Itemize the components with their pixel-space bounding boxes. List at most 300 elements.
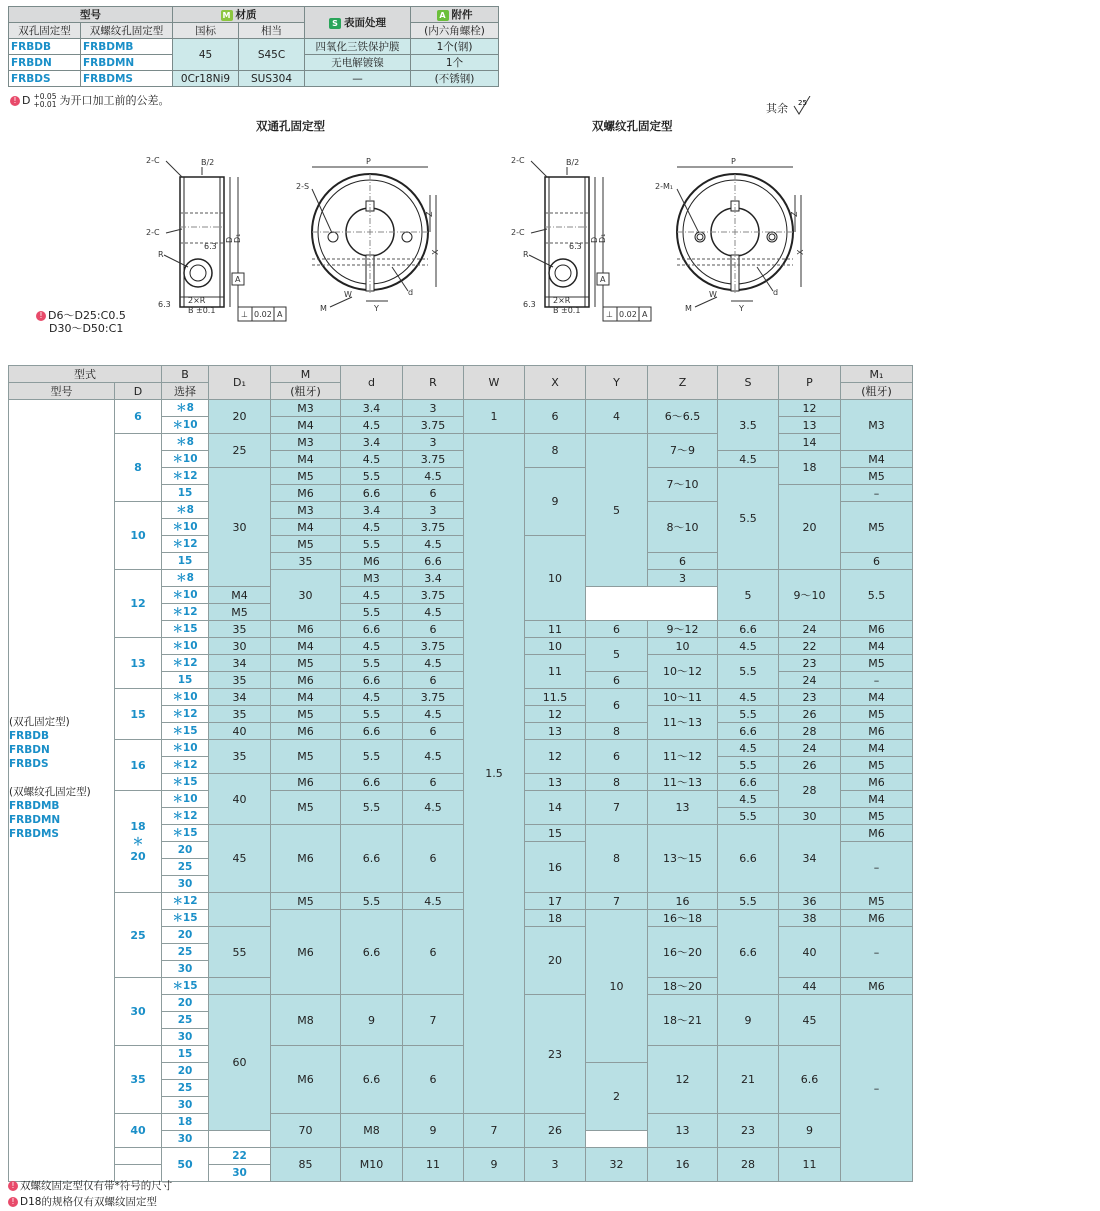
svg-text:D₁: D₁ [598,233,607,243]
table-cell: M5 [271,893,341,910]
table-cell: 13 [779,417,841,434]
table-cell: 10 [525,638,586,655]
table-cell: 12 [525,706,586,723]
table-cell: 28 [718,1148,779,1182]
table-cell: M8 [271,995,341,1046]
table-cell: – [841,672,913,689]
svg-text:2-M₁: 2-M₁ [655,182,674,191]
p-header: P [779,366,841,400]
table-cell: M5 [841,893,913,910]
table-cell: 12 [779,400,841,417]
table-cell: 35 [209,740,271,774]
table-cell: M3 [271,502,341,519]
table-cell: 4.5 [403,468,464,485]
svg-text:2-C: 2-C [146,156,160,165]
table-cell: 10 [115,502,162,570]
equivalent-value: S45C [239,39,305,71]
table-cell: M5 [271,791,341,825]
table-cell: ＊10 [162,587,209,604]
table-cell: 8 [115,434,162,502]
table-cell: 7 [586,791,648,825]
table-cell: M4 [209,587,271,604]
table-cell: 9 [341,995,403,1046]
table-cell: 3.4 [341,434,403,451]
table-cell: 35 [115,1046,162,1114]
table-cell: 5.5 [341,706,403,723]
table-cell: 4.5 [403,536,464,553]
table-cell: M4 [841,791,913,808]
table-cell: ＊15 [162,774,209,791]
table-cell: 6 [586,740,648,774]
table-cell: 3.75 [403,689,464,706]
table-cell: 20 [209,400,271,434]
table-cell: 4.5 [341,417,403,434]
svg-text:±0.1: ±0.1 [196,306,216,315]
table-cell: ＊12 [162,468,209,485]
table-cell: 6 [403,485,464,502]
table-cell: 34 [209,655,271,672]
table-cell: 38 [779,910,841,927]
table-cell: 20 [162,995,209,1012]
table-cell: M4 [841,740,913,757]
table-cell: 24 [779,621,841,638]
table-cell: M3 [341,570,403,587]
table-cell: M6 [271,774,341,791]
table-cell: 4.5 [403,791,464,825]
table-cell: 30 [209,1165,271,1182]
table-cell: 25 [162,859,209,876]
table-cell: 14 [779,434,841,451]
table-cell: 18 [525,910,586,927]
table-cell: 5.5 [341,604,403,621]
svg-text:A: A [277,310,283,319]
table-cell: 26 [779,757,841,774]
table-cell: 15 [525,825,586,842]
svg-text:0.02: 0.02 [254,310,272,319]
table-cell: 6 [403,910,464,995]
table-cell: 3 [403,400,464,417]
table-cell: M10 [341,1148,403,1182]
svg-text:d: d [408,288,414,297]
svg-text:B/2: B/2 [566,158,580,167]
table-cell: 5.5 [841,570,913,621]
table-cell: 40 [209,723,271,740]
table-cell: 26 [779,706,841,723]
table-cell: 18～20 [648,978,718,995]
table-cell: 5.5 [718,706,779,723]
table-cell: 7～9 [648,434,718,468]
table-cell: 16～18 [648,910,718,927]
table-cell: M6 [271,621,341,638]
material-header: M 材质 [173,7,305,23]
chamfer-note: ! D6～D25:C0.5 D30～D50:C1 [36,309,126,335]
table-cell: 11～13 [648,706,718,740]
table-cell: 18 [779,451,841,485]
table-cell: 35 [209,672,271,689]
table-cell: 6.6 [341,910,403,995]
table-cell: 11 [525,621,586,638]
table-cell: 25 [209,434,271,468]
table-cell: 1 [464,400,525,434]
table-cell: ＊8 [162,434,209,451]
table-cell: 12 [525,740,586,774]
table-cell: ＊15 [162,978,209,995]
table-cell: M6 [841,825,913,842]
table-cell: M5 [271,655,341,672]
table-cell: 14 [525,791,586,825]
table-cell: 6.6 [341,672,403,689]
table-cell: 5.5 [718,808,779,825]
front-view [655,157,805,313]
svg-text:6.3: 6.3 [523,300,536,309]
table-cell: 55 [209,927,271,978]
table-cell: 45 [779,995,841,1046]
table-cell: M6 [841,978,913,995]
table-cell: 8 [586,825,648,893]
table-cell: 3 [403,502,464,519]
model-header: 型号 [9,7,173,23]
table-cell: M6 [271,910,341,995]
svg-text:D: D [590,236,599,243]
svg-text:Y: Y [739,304,744,313]
table-cell: 22 [779,638,841,655]
table-cell: ＊15 [162,723,209,740]
table-cell: 85 [271,1148,341,1182]
d-header: D [115,383,162,400]
table-cell: 6 [403,774,464,791]
surface-header: S 表面处理 [305,7,411,39]
table-cell: ＊12 [162,536,209,553]
surface-value: — [305,71,411,87]
table-cell: – [841,927,913,978]
table-cell: 30 [162,876,209,893]
table-cell: ＊10 [162,451,209,468]
svg-text:Z: Z [425,211,434,217]
svg-text:25: 25 [797,99,807,107]
table-cell: ＊10 [162,417,209,434]
svg-text:Y: Y [374,304,379,313]
svg-text:⊥: ⊥ [241,310,248,319]
table-cell: 10 [586,910,648,1063]
table-cell: ＊10 [162,791,209,808]
table-cell: M6 [271,825,341,893]
table-cell: 30 [162,1097,209,1114]
table-cell: 23 [525,995,586,1114]
table-cell: 20 [162,1063,209,1080]
table-cell: 3.5 [718,400,779,451]
table-cell: 3.75 [403,638,464,655]
footnote-1: ! 双螺纹固定型仅有带*符号的尺寸 [8,1178,172,1193]
table-cell: M4 [841,451,913,468]
table-cell: M5 [841,655,913,672]
table-cell: 4.5 [341,519,403,536]
svg-text:Z: Z [790,211,799,217]
table-cell: 6～6.5 [648,400,718,434]
table-cell: – [841,485,913,502]
accessory-sub-header: (内六角螺栓) [411,23,499,39]
table-cell: 6.6 [341,774,403,791]
svg-text:d: d [773,288,779,297]
table-cell: 6 [525,400,586,434]
table-cell: 6 [586,672,648,689]
y-header: Y [586,366,648,400]
drawing-title-right: 双螺纹孔固定型 [592,119,673,133]
model-code: FRBDN [9,55,81,71]
table-cell [209,978,271,995]
table-cell: 4.5 [341,638,403,655]
table-cell: M5 [271,740,341,774]
table-cell: M3 [841,400,913,451]
table-cell: ＊12 [162,893,209,910]
table-cell: 32 [586,1148,648,1182]
table-cell [115,1148,162,1165]
national-std-header: 国标 [173,23,239,39]
table-cell: 15 [162,485,209,502]
table-cell: ＊10 [162,638,209,655]
w-header: W [464,366,525,400]
table-cell: 18～21 [648,995,718,1046]
table-cell: M5 [209,604,271,621]
r-header: R [403,366,464,400]
table-cell: 60 [209,995,271,1131]
table-cell: 10～12 [648,655,718,689]
table-cell: 6.6 [718,825,779,893]
table-cell: 22 [209,1148,271,1165]
svg-text:X: X [431,249,440,255]
table-cell: 3.4 [403,570,464,587]
drawing-title-left: 双通孔固定型 [256,119,325,133]
two-thread-header: 双螺纹孔固定型 [81,23,173,39]
model-code: FRBDS [9,71,81,87]
table-cell: 6 [403,672,464,689]
table-cell: 7 [403,995,464,1046]
table-cell: 15 [115,689,162,740]
table-cell: 6 [403,1046,464,1114]
table-cell: 20 [525,927,586,995]
svg-text:⊥: ⊥ [606,310,613,319]
table-cell: M5 [841,468,913,485]
table-cell: 6.6 [718,621,779,638]
type-header: 型式 [9,366,162,383]
tolerance-note: ! D +0.05 +0.01 为开口加工前的公差。 [10,92,169,109]
table-cell: 6.6 [341,825,403,893]
table-cell: 10 [648,638,718,655]
table-cell: 50 [162,1148,209,1182]
table-cell: 4.5 [403,740,464,774]
b-header: B [162,366,209,383]
table-cell: 25 [162,1080,209,1097]
table-cell: 30 [115,978,162,1046]
table-cell: 10～11 [648,689,718,706]
svg-text:R: R [158,250,164,259]
surface-value: 四氧化三铁保护膜 [305,39,411,55]
table-cell: M4 [271,417,341,434]
table-cell: 5.5 [341,655,403,672]
warning-icon: ! [8,1197,18,1207]
m-sub-header: (粗牙) [271,383,341,400]
warning-icon: ! [8,1181,18,1191]
table-cell: 35 [271,553,341,570]
table-cell: 4.5 [341,587,403,604]
table-cell: M5 [841,706,913,723]
table-cell: 10 [525,536,586,621]
table-cell: 4.5 [718,740,779,757]
table-cell: 26 [525,1114,586,1148]
model-code: FRBDMN [81,55,173,71]
table-cell: 24 [779,740,841,757]
table-cell: 6.6 [341,621,403,638]
table-cell: ＊15 [162,825,209,842]
surface-value: 无电解镀镍 [305,55,411,71]
table-cell: 9 [718,995,779,1046]
svg-text:B/2: B/2 [201,158,215,167]
table-cell: 6 [115,400,162,434]
table-cell: 6 [403,825,464,893]
equivalent-value: SUS304 [239,71,305,87]
table-cell: M4 [271,451,341,468]
table-cell: 6 [648,553,718,570]
table-cell: 11 [403,1148,464,1182]
table-cell: 13 [115,638,162,689]
m1-sub-header: (粗牙) [841,383,913,400]
table-cell: 4.5 [718,689,779,706]
table-cell: 20 [162,842,209,859]
table-cell: 30 [271,570,341,621]
table-cell: 8 [586,774,648,791]
table-cell: 28 [779,774,841,808]
dimension-table [8,365,913,1182]
table-cell: 5 [586,638,648,672]
two-hole-header: 双孔固定型 [9,23,81,39]
table-cell: 16 [648,893,718,910]
table-cell: 16 [648,1148,718,1182]
table-cell: M6 [341,553,403,570]
table-cell: 13 [648,791,718,825]
table-cell: 9 [403,1114,464,1148]
table-cell: 16 [525,842,586,893]
table-cell: M6 [841,723,913,740]
svg-text:R: R [523,250,529,259]
table-cell: 3 [648,570,718,587]
svg-text:2-C: 2-C [146,228,160,237]
b-sub-header: 选择 [162,383,209,400]
table-cell: ＊12 [162,808,209,825]
material-icon: M [221,10,233,21]
svg-text:M: M [320,304,327,313]
table-cell: 13 [648,1114,718,1148]
table-cell: 45 [209,825,271,893]
svg-text:2×R: 2×R [553,296,571,305]
table-cell: 4.5 [403,655,464,672]
table-cell: 11～13 [648,774,718,791]
drawing-two-thread [495,145,825,330]
table-cell: 34 [209,689,271,706]
svg-text:B: B [553,306,559,315]
table-cell: 9 [525,468,586,536]
table-cell: 5 [718,570,779,621]
table-cell: 5.5 [718,757,779,774]
table-cell: 9 [464,1148,525,1182]
svg-text:D: D [225,236,234,243]
table-cell: 30 [209,468,271,587]
table-cell: M3 [271,400,341,417]
table-cell: 20 [162,927,209,944]
table-cell: M6 [841,621,913,638]
table-cell: 6.6 [718,723,779,740]
svg-text:P: P [366,157,371,166]
table-cell: 13 [525,723,586,740]
table-cell: 17 [525,893,586,910]
table-cell: 5.5 [341,740,403,774]
table-cell: 11～12 [648,740,718,774]
model-code: FRBDB [9,39,81,55]
table-cell: ＊10 [162,519,209,536]
table-cell: 9～10 [779,570,841,621]
table-cell: 6.6 [341,1046,403,1114]
table-cell: M5 [841,502,913,553]
table-cell: 8 [586,723,648,740]
table-cell: 3.4 [341,400,403,417]
table-cell: 25 [162,1012,209,1029]
table-cell: 12 [115,570,162,638]
table-cell: 4 [586,400,648,434]
table-cell: M5 [841,808,913,825]
table-cell: 3.4 [341,502,403,519]
table-cell: M6 [271,723,341,740]
table-cell: 11.5 [525,689,586,706]
table-cell: 6.6 [341,485,403,502]
roughness-note: 其余 25 [766,96,814,116]
dd-header: d [341,366,403,400]
table-cell: 7～10 [648,468,718,502]
table-cell: 5.5 [718,655,779,689]
svg-text:X: X [796,249,805,255]
table-cell: 9～12 [648,621,718,638]
svg-text:D₁: D₁ [233,233,242,243]
table-cell: 70 [271,1114,341,1148]
table-cell: 2 [586,1063,648,1131]
table-cell: M8 [341,1114,403,1148]
d1-header: D₁ [209,366,271,400]
table-cell: 24 [779,672,841,689]
table-cell: 34 [779,825,841,893]
table-cell: 1.5 [464,434,525,1114]
table-cell: 40 [115,1114,162,1148]
table-cell: 36 [779,893,841,910]
table-cell: ＊10 [162,689,209,706]
s-header: S [718,366,779,400]
table-cell: 6.6 [403,553,464,570]
table-cell: 35 [209,706,271,723]
roughness-icon [792,96,814,116]
table-cell: 7 [586,893,648,910]
table-cell: 4.5 [718,791,779,808]
model-code: FRBDMB [81,39,173,55]
table-cell: M5 [271,536,341,553]
material-spec-table [8,6,499,87]
table-cell: 4.5 [718,451,779,468]
table-cell: 6 [403,723,464,740]
table-cell: M4 [271,519,341,536]
table-cell: 18 ＊ 20 [115,791,162,893]
table-cell: 4.5 [403,706,464,723]
table-cell: 6.6 [718,910,779,995]
table-cell: 30 [162,1029,209,1046]
table-cell: 3.75 [403,587,464,604]
table-cell: 30 [162,1131,209,1148]
table-cell: 15 [162,672,209,689]
svg-text:0.02: 0.02 [619,310,637,319]
